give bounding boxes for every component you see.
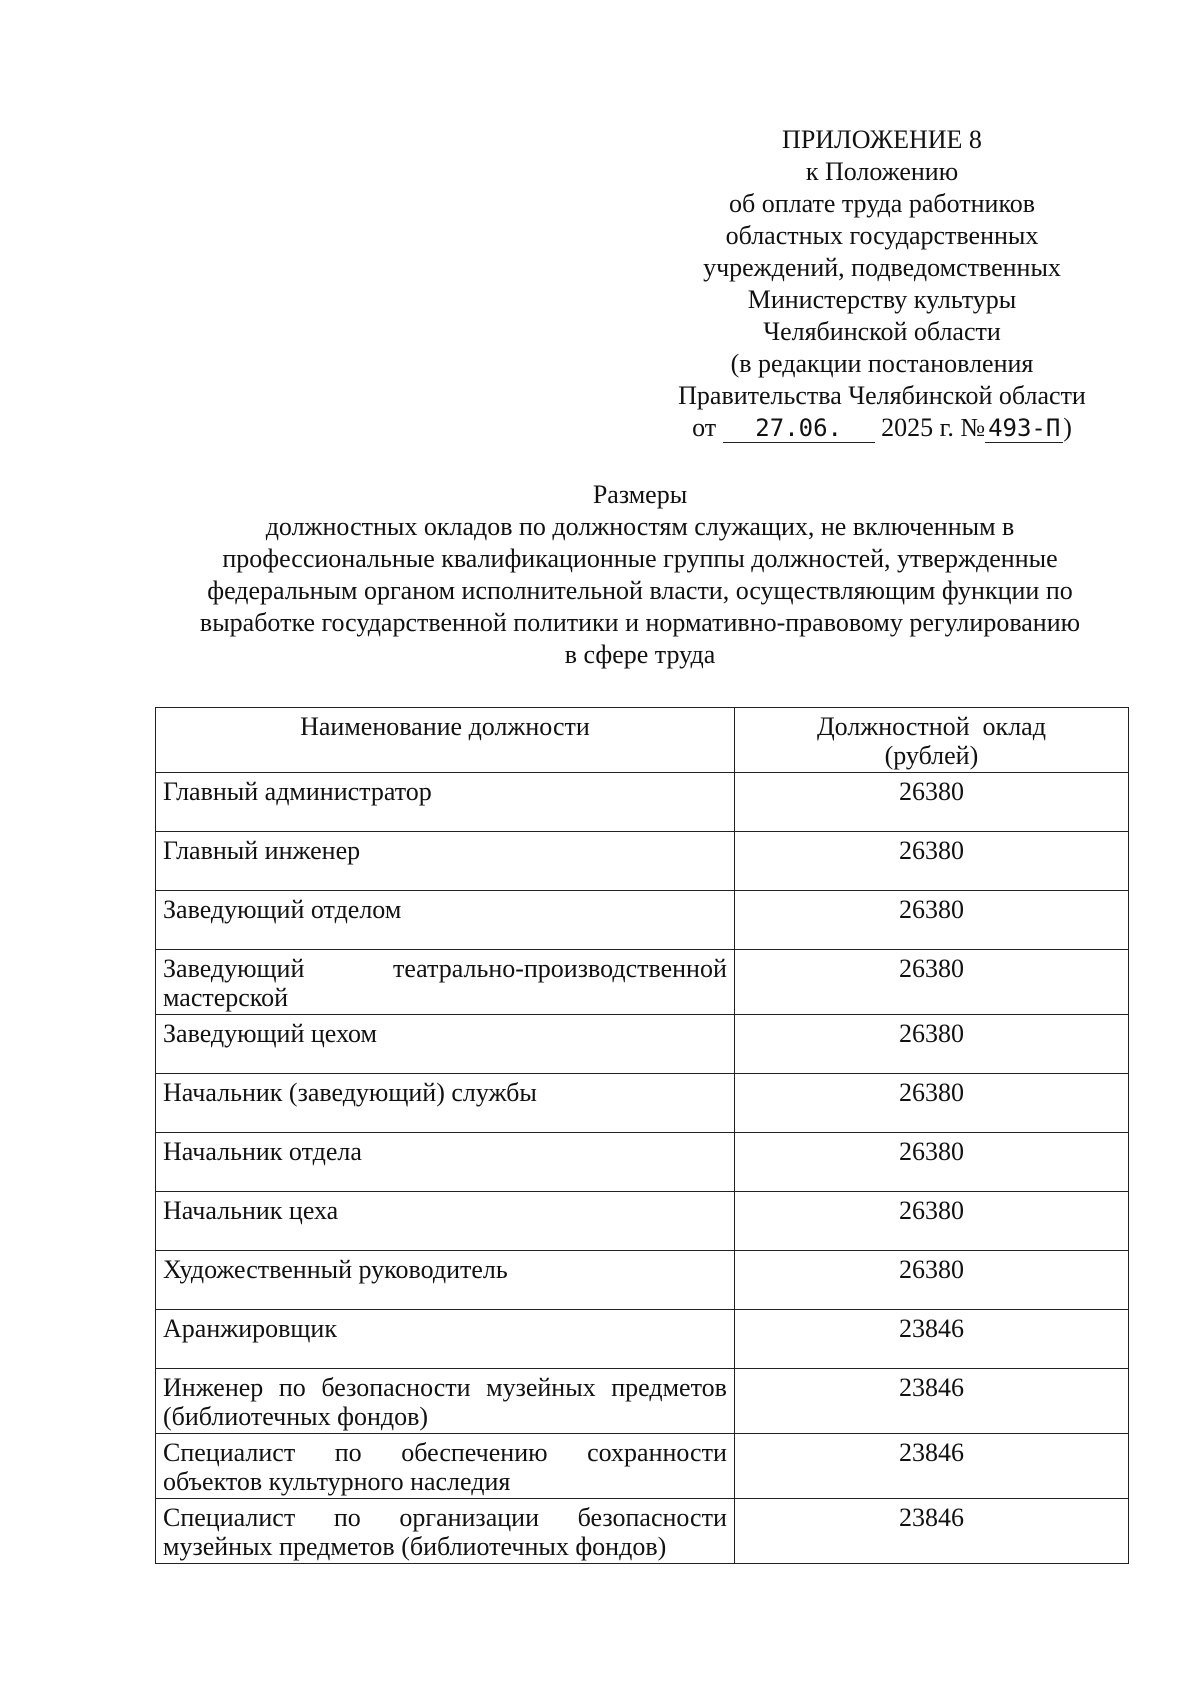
- table-row: [156, 1251, 1129, 1310]
- position-name: Инженер по безопасности музейных предметов (библиотечных фондов): [156, 1369, 735, 1434]
- table-row: [156, 1434, 1129, 1499]
- appendix-line: Министерству культуры: [747, 285, 1017, 314]
- salary-value: 26380: [734, 1015, 1128, 1074]
- appendix-line: к Положению: [805, 157, 959, 186]
- salary-value: 23846: [734, 1369, 1128, 1434]
- date-prefix: от: [692, 413, 717, 442]
- heading-line: должностных окладов по должностям служащих, не включенным в: [265, 512, 1015, 541]
- header-salary-line: Должностной оклад: [816, 712, 1046, 741]
- position-name: Аранжировщик: [156, 1310, 735, 1369]
- appendix-line: Челябинской области: [763, 317, 1001, 346]
- position-name: Заведующий отделом: [156, 891, 735, 950]
- appendix-line: об оплате труда работников: [728, 189, 1036, 218]
- table-row: [156, 1369, 1129, 1434]
- table-row: [156, 1310, 1129, 1369]
- resolution-date-line: [632, 412, 1132, 444]
- appendix-line: учреждений, подведомственных: [703, 253, 1061, 282]
- position-name: Заведующий театрально-производственной мастерской: [156, 950, 735, 1015]
- document-heading: [120, 479, 1160, 671]
- header-salary: [734, 708, 1128, 773]
- resolution-number: 493-П: [988, 414, 1061, 442]
- salary-value: 26380: [734, 950, 1128, 1015]
- heading-line: выработке государственной политики и нормативно-правовому регулированию: [199, 608, 1081, 637]
- salary-value: 23846: [734, 1434, 1128, 1499]
- salary-value: 26380: [734, 1133, 1128, 1192]
- number-blank: [985, 414, 1063, 443]
- position-name: Специалист по обеспечению сохранности объектов культурного наследия: [156, 1434, 735, 1499]
- salary-value: 23846: [734, 1310, 1128, 1369]
- table-row: [156, 1499, 1129, 1564]
- table-row: [156, 950, 1129, 1015]
- position-name: Главный инженер: [156, 832, 735, 891]
- date-suffix: ): [1063, 413, 1072, 442]
- position-name: Главный администратор: [156, 773, 735, 832]
- date-blank: [723, 414, 875, 443]
- heading-title: Размеры: [592, 480, 688, 509]
- appendix-line: областных государственных: [725, 221, 1039, 250]
- appendix-header: [632, 124, 1132, 444]
- heading-line: профессиональные квалификационные группы должностей, утвержденные: [222, 544, 1058, 573]
- position-name: Начальник цеха: [156, 1192, 735, 1251]
- table-row: [156, 773, 1129, 832]
- appendix-line: Правительства Челябинской области: [678, 381, 1086, 410]
- header-position-name: Наименование должности: [156, 708, 735, 773]
- heading-line: в сфере труда: [564, 640, 716, 669]
- position-name: Заведующий цехом: [156, 1015, 735, 1074]
- table-row: [156, 1133, 1129, 1192]
- appendix-line: (в редакции постановления: [730, 349, 1034, 378]
- salary-value: 26380: [734, 891, 1128, 950]
- salary-value: 26380: [734, 1074, 1128, 1133]
- table-row: [156, 1192, 1129, 1251]
- salary-value: 26380: [734, 1192, 1128, 1251]
- position-name: Художественный руководитель: [156, 1251, 735, 1310]
- header-salary-unit: (рублей): [884, 741, 979, 770]
- salary-value: 23846: [734, 1499, 1128, 1564]
- salary-value: 26380: [734, 773, 1128, 832]
- position-name: Начальник отдела: [156, 1133, 735, 1192]
- position-name: Специалист по организации безопасности музейных предметов (библиотечных фондов): [156, 1499, 735, 1564]
- appendix-number: ПРИЛОЖЕНИЕ 8: [782, 125, 982, 154]
- table-row: [156, 1074, 1129, 1133]
- table-row: [156, 1015, 1129, 1074]
- salary-value: 26380: [734, 832, 1128, 891]
- position-name: Начальник (заведующий) службы: [156, 1074, 735, 1133]
- table-row: [156, 891, 1129, 950]
- salary-table: [155, 707, 1129, 1564]
- year-text: 2025 г. №: [881, 413, 986, 442]
- heading-line: федеральным органом исполнительной власти, осуществляющим функции по: [207, 576, 1073, 605]
- resolution-date: 27.06.: [755, 414, 842, 442]
- table-row: [156, 832, 1129, 891]
- table-header-row: [156, 708, 1129, 773]
- salary-value: 26380: [734, 1251, 1128, 1310]
